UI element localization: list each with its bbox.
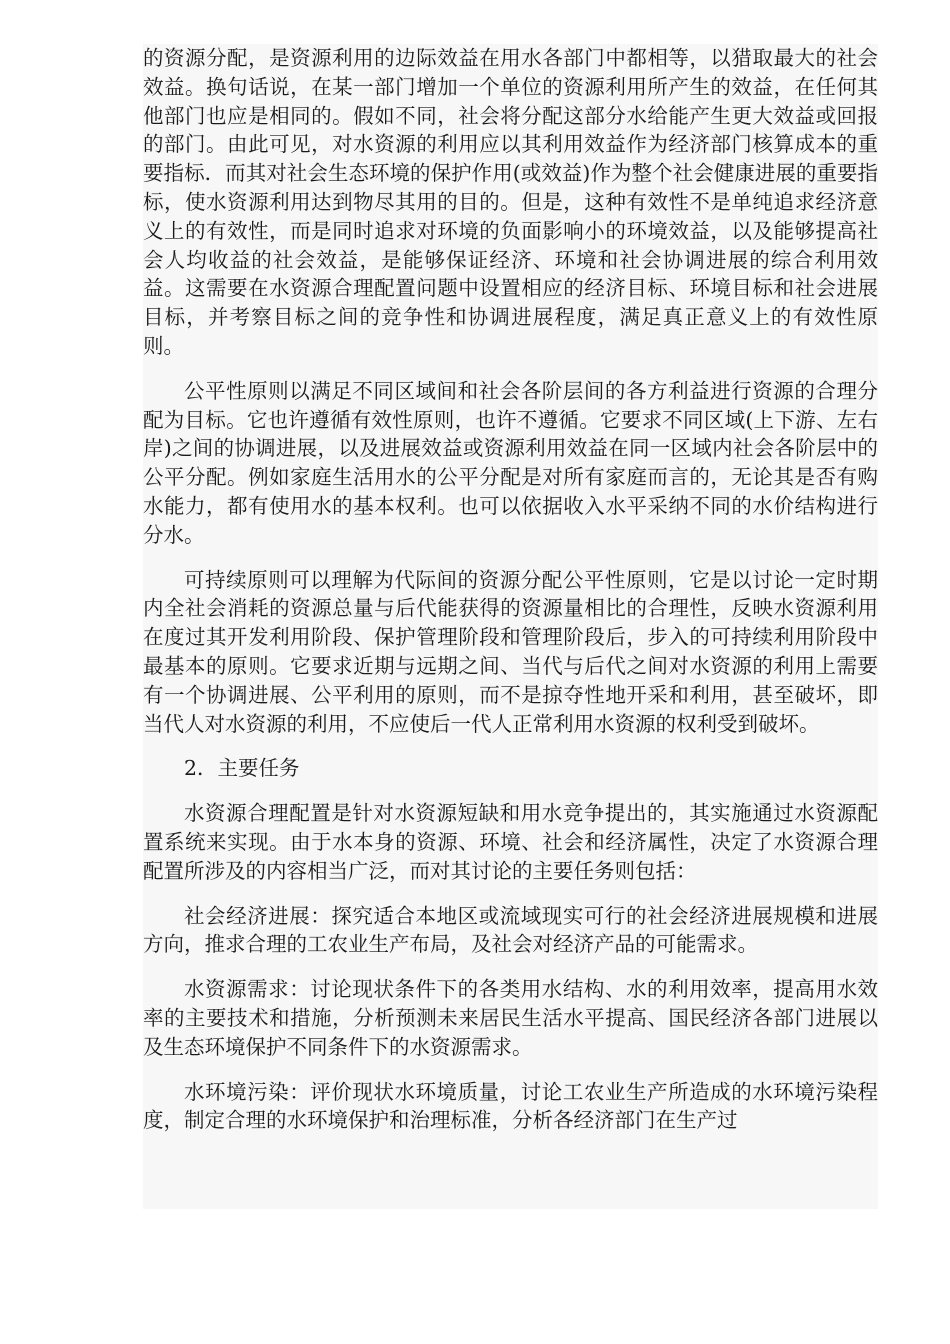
paragraph-fairness-principle: 公平性原则以满足不同区域间和社会各阶层间的各方利益进行资源的合理分配为目标。它也许遵循有效性原则，也许不遵循。它要求不同区域(上下游、左右岸)之间的协调进展，以及进展效益或资源利用效益在同一区域内社会各阶层中的公平分配。例如家庭生活用水的公平分配是对所有家庭而言的，无论其是否有购水能力，都有使用水的基本权利。也可以依据收入水平采纳不同的水价结构进行分水。 [143, 378, 878, 547]
paragraph-water-demand: 水资源需求：讨论现状条件下的各类用水结构、水的利用效率，提高用水效率的主要技术和措施，分析预测未来居民生活水平提高、国民经济各部门进展以及生态环境保护不同条件下的水资源需求。 [143, 977, 878, 1059]
paragraph-efficiency-continued: 的资源分配，是资源利用的边际效益在用水各部门中都相等，以猎取最大的社会效益。换句话说，在某一部门增加一个单位的资源利用所产生的效益，在任何其他部门也应是相同的。假如不同，社会将分配这部分水给能产生更大效益或回报的部门。由此可见，对水资源的利用应以其利用效益作为经济部门核算成本的重要指标．而其对社会生态环境的保护作用(或效益)作为整个社会健康进展的重要指标，使水资源利用达到物尽其用的目的。但是，这种有效性不是单纯追求经济意义上的有效性，而是同时追求对环境的负面影响小的环境效益，以及能够提高社会人均收益的社会效益，是能够保证经济、环境和社会协调进展的综合利用效益。这需要在水资源合理配置问题中设置相应的经济目标、环境目标和社会进展目标，并考察目标之间的竞争性和协调进展程度，满足真正意义上的有效性原则。 [143, 46, 878, 358]
section-heading-main-tasks: 2．主要任务 [184, 756, 300, 781]
paragraph-socioeconomic-development: 社会经济进展：探究适合本地区或流域现实可行的社会经济进展规模和进展方向，推求合理的工农业生产布局，及社会对经济产品的可能需求。 [143, 903, 878, 957]
paragraph-allocation-intro: 水资源合理配置是针对水资源短缺和用水竞争提出的，其实施通过水资源配置系统来实现。由于水本身的资源、环境、社会和经济属性，决定了水资源合理配置所涉及的内容相当广泛，而对其讨论的主要任务则包括： [143, 801, 878, 883]
paragraph-sustainability-principle: 可持续原则可以理解为代际间的资源分配公平性原则，它是以讨论一定时期内全社会消耗的资源总量与后代能获得的资源量相比的合理性，反映水资源利用在度过其开发利用阶段、保护管理阶段和管理阶段后，步入的可持续利用阶段中最基本的原则。它要求近期与远期之间、当代与后代之间对水资源的利用上需要有一个协调进展、公平利用的原则，而不是掠夺性地开采和利用，甚至破坏，即当代人对水资源的利用，不应使后一代人正常利用水资源的权利受到破坏。 [143, 567, 878, 736]
document-body [143, 44, 878, 1209]
paragraph-water-pollution: 水环境污染：评价现状水环境质量，讨论工农业生产所造成的水环境污染程度，制定合理的水环境保护和治理标准，分析各经济部门在生产过 [143, 1079, 878, 1133]
